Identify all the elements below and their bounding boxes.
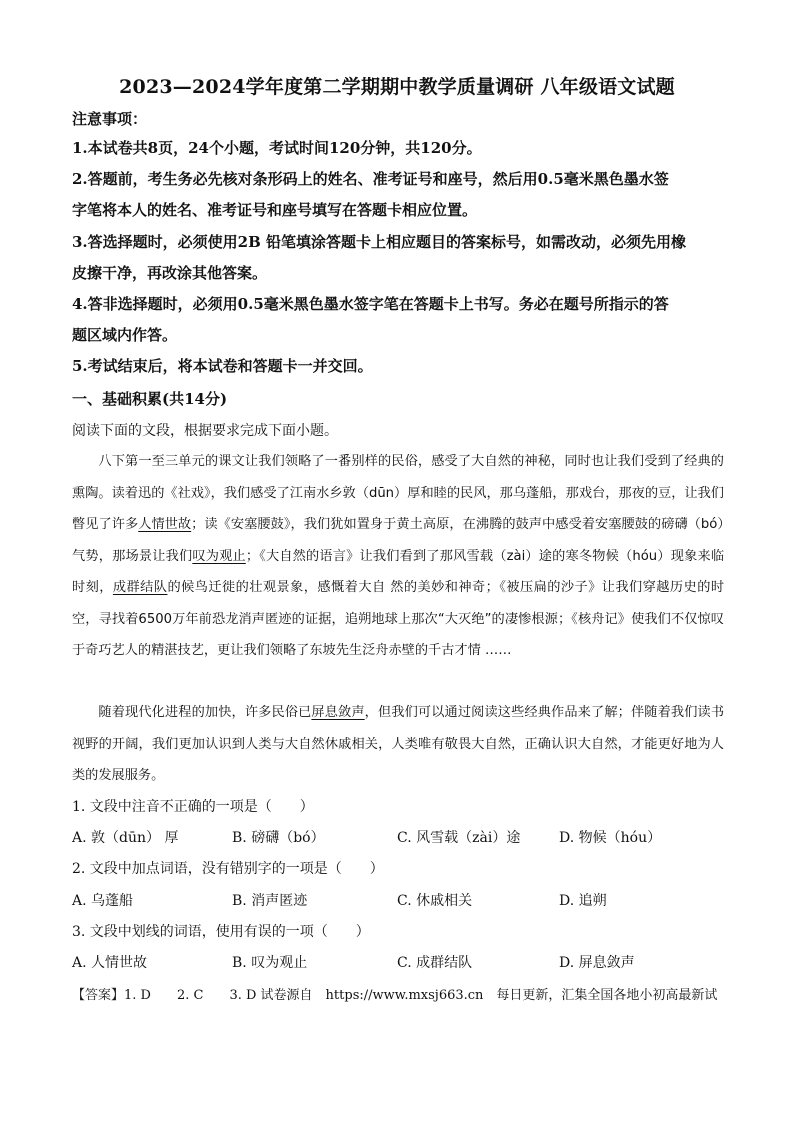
notice-line: 题区域内作答。 [72,326,178,344]
reading-instruction: 阅读下面的文段，根据要求完成下面小题。 [72,423,338,439]
reading-passage-2 [72,697,724,792]
option-b: B. 磅礴（bó） [232,830,325,846]
passage-paragraph-2: 随着现代化进程的加快，许多民俗已屏息敛声，但我们可以通过阅读这些经典作品来了解；伴随着我们读书视野的开阔，我们更加认识到人类与大自然休戚相关，人类唯有敬畏大自然，正确认识大自然，才能更好地为人类的发展服务。 [72,705,725,783]
option-a: A. 人情世故 [72,955,148,971]
question-1-stem: 1. 文段中注音不正确的一项是（ ） [72,799,314,815]
underlined-phrase: 人情世故 [138,517,192,532]
option-b: B. 叹为观止 [232,955,308,971]
reading-passage [72,446,724,667]
passage-paragraph-1: 八下第一至三单元的课文让我们领略了一番别样的民俗，感受了大自然的神秘，同时也让我们受到了经典的熏陶。读着迅的《社戏》，我们感受了江南水乡敦（dūn）厚和睦的民风，那乌蓬船，那戏台，那夜的豆，让我们暼见了许多人情世故；读《安塞腰鼓》，我们犹如置身于黄土高原，在沸腾的鼓声中感受着安塞腰鼓的磅礴（bó）气势，那场景让我们叹为观止；《大自然的语言》让我们看到了那风雪载（zài）途的寒冬物候（hóu）现象来临时刻，成群结队的候鸟迁徙的壮观景象，感慨着大自 然的美妙和神奇；《被压扁的沙子》让我们穿越历史的时空，寻找着6500万年前恐龙消声匿迹的证据，追朔地球上那次“大灭绝”的凄惨根源；《核舟记》使我们不仅惊叹于奇巧艺人的精湛技艺，更让我们领略了东坡先生泛舟赤壁的千古才情 …… [72,454,725,658]
option-c: C. 成群结队 [397,955,473,971]
notice-line: 字笔将本人的姓名、准考证号和座号填写在答题卡相应位置。 [72,201,478,219]
option-c: C. 休戚相关 [397,893,473,909]
notice-line: 4.答非选择题时，必须用0.5毫米黑色墨水签字笔在答题卡上书写。务必在题号所指示的答 [72,295,669,313]
question-2-stem: 2. 文段中加点词语，没有错别字的一项是（ ） [72,861,384,877]
option-b: B. 消声匿迹 [232,893,308,909]
notice-line: 5.考试结束后，将本试卷和答题卡一并交回。 [72,357,373,375]
question-3-stem: 3. 文段中划线的词语，使用有误的一项（ ） [72,924,370,940]
answer-label: 【答案】 [72,988,125,1003]
notice-line: 1.本试卷共8页，24个小题，考试时间120分钟，共120分。 [72,139,482,157]
notice-line: 3.答选择题时，必须使用2B 铅笔填涂答题卡上相应题目的答案标号，如需改动，必须先用橡 [72,233,687,251]
notice-line: 2.答题前，考生务必先核对条形码上的姓名、准考证号和座号，然后用0.5毫米黑色墨水签 [72,170,669,188]
underlined-phrase: 成群结队 [112,580,168,595]
option-a: A. 敦（dūn） 厚 [72,830,179,846]
answer-line [72,984,717,1003]
page-title: 2023—2024学年度第二学期期中教学质量调研 八年级语文试题 [119,76,675,98]
option-d: D. 屏息敛声 [559,955,635,971]
option-a: A. 乌蓬船 [72,893,134,909]
option-d: D. 物候（hóu） [559,830,662,846]
section-heading: 一、基础积累(共14分) [72,390,228,408]
option-d: D. 追朔 [559,893,607,909]
answer-text: 1. D 2. C 3. D 试卷源自 https://www.mxsj663.cn 每日更新，汇集全国各地小初高最新试 [124,988,718,1003]
underlined-phrase: 屏息敛声 [311,705,365,720]
underlined-phrase: 叹为观止 [192,548,246,564]
option-c: C. 风雪载（zài）途 [397,830,521,846]
notice-line: 皮擦干净，再改涂其他答案。 [72,264,268,282]
notice-heading: 注意事项： [72,110,148,128]
